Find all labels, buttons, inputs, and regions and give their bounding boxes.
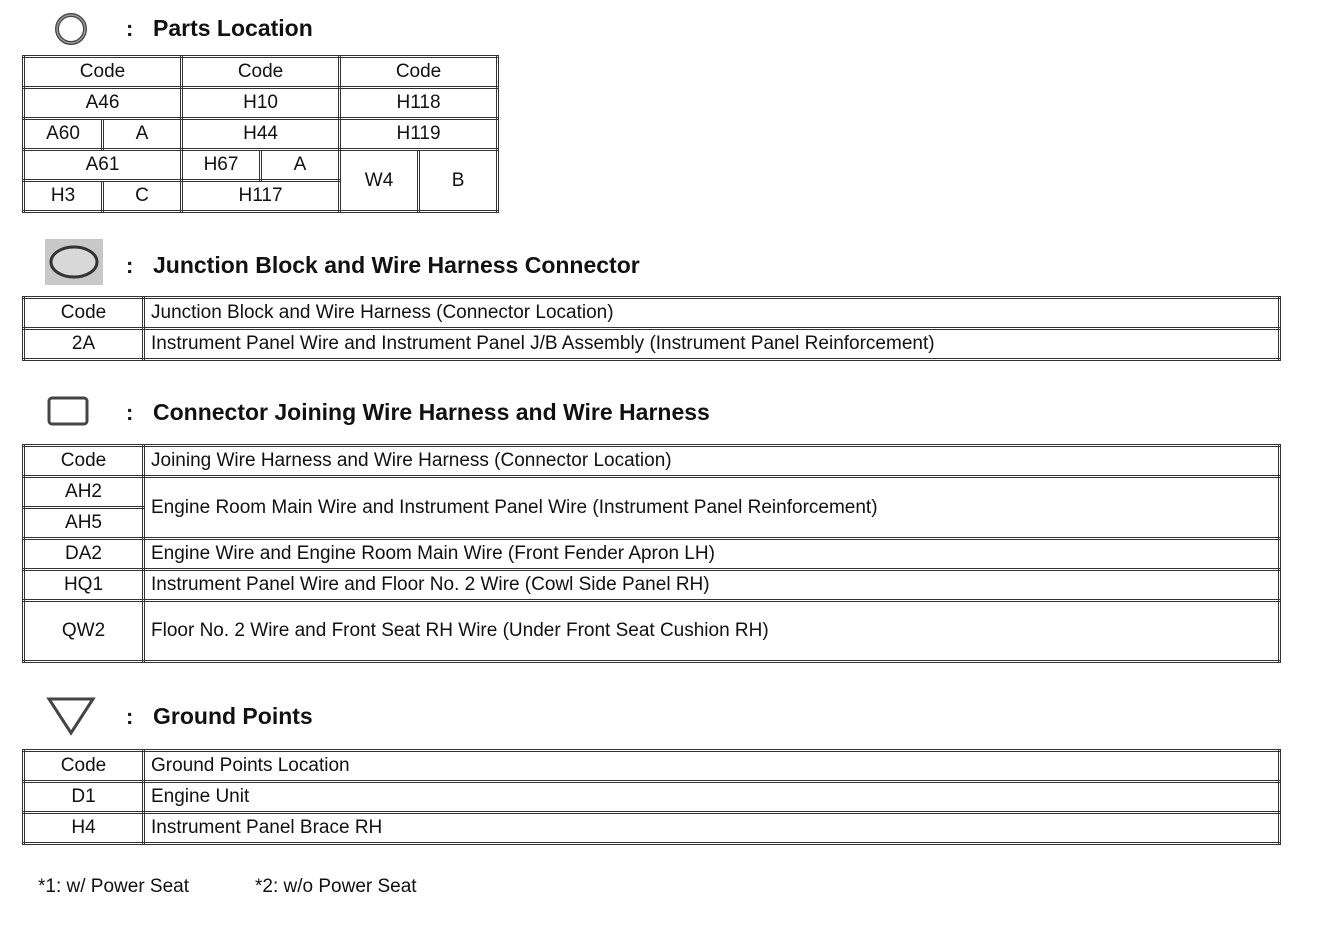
table-row <box>24 539 1280 570</box>
circle-icon <box>52 10 90 53</box>
code-cell: A46 <box>24 88 182 119</box>
code-cell: HQ1 <box>24 570 144 601</box>
code-cell: A60 <box>24 119 103 150</box>
parts-location-heading <box>0 10 900 50</box>
code-cell: H44 <box>182 119 340 150</box>
code-cell: AH5 <box>24 508 144 539</box>
desc-cell: Instrument Panel Brace RH <box>144 813 1280 844</box>
table-row <box>24 782 1280 813</box>
code-cell: H119 <box>340 119 498 150</box>
note-cell: B <box>419 150 498 212</box>
code-cell: H117 <box>182 181 340 212</box>
table-header-row <box>24 57 498 88</box>
ground-heading <box>0 696 900 736</box>
parts-location-table <box>22 55 499 213</box>
desc-cell: Floor No. 2 Wire and Front Seat RH Wire (Under Front Seat Cushion RH) <box>144 601 1280 662</box>
colon: : <box>126 400 134 425</box>
code-cell: AH2 <box>24 477 144 508</box>
table-header-row <box>24 751 1280 782</box>
header-desc-cell: Ground Points Location <box>144 751 1280 782</box>
rectangle-icon <box>47 396 89 431</box>
table-row <box>24 150 498 181</box>
header-desc-cell: Junction Block and Wire Harness (Connector Location) <box>144 298 1280 329</box>
section-title: Parts Location <box>153 15 313 41</box>
table-row <box>24 813 1280 844</box>
desc-cell: Engine Wire and Engine Room Main Wire (Front Fender Apron LH) <box>144 539 1280 570</box>
footnote-2: *2: w/o Power Seat <box>255 876 417 897</box>
desc-cell: Engine Room Main Wire and Instrument Panel Wire (Instrument Panel Reinforcement) <box>144 477 1280 539</box>
code-cell: H10 <box>182 88 340 119</box>
section-title: Junction Block and Wire Harness Connector <box>153 252 640 278</box>
header-desc-cell: Joining Wire Harness and Wire Harness (Connector Location) <box>144 446 1280 477</box>
code-cell: A61 <box>24 150 182 181</box>
joining-heading <box>0 392 900 432</box>
table-row <box>24 329 1280 360</box>
triangle-icon <box>46 696 96 741</box>
table-row <box>24 601 1280 662</box>
code-cell: QW2 <box>24 601 144 662</box>
section-title: Ground Points <box>153 703 313 729</box>
code-cell: W4 <box>340 150 419 212</box>
code-cell: 2A <box>24 329 144 360</box>
desc-cell: Instrument Panel Wire and Instrument Panel J/B Assembly (Instrument Panel Reinforcement) <box>144 329 1280 360</box>
desc-cell: Engine Unit <box>144 782 1280 813</box>
header-cell: Code <box>182 57 340 88</box>
code-cell: H3 <box>24 181 103 212</box>
junction-table <box>22 296 1281 361</box>
colon: : <box>126 704 134 729</box>
code-cell: D1 <box>24 782 144 813</box>
colon: : <box>126 253 134 278</box>
note-cell: C <box>103 181 182 212</box>
ground-table <box>22 749 1281 845</box>
header-cell: Code <box>24 57 182 88</box>
code-cell: H67 <box>182 150 261 181</box>
code-cell: H4 <box>24 813 144 844</box>
table-row <box>24 477 1280 508</box>
note-cell: A <box>103 119 182 150</box>
table-row <box>24 119 498 150</box>
desc-cell: Instrument Panel Wire and Floor No. 2 Wire (Cowl Side Panel RH) <box>144 570 1280 601</box>
oval-icon <box>45 239 103 290</box>
header-code-cell: Code <box>24 298 144 329</box>
junction-heading <box>0 243 900 283</box>
code-cell: H118 <box>340 88 498 119</box>
header-cell: Code <box>340 57 498 88</box>
section-title: Connector Joining Wire Harness and Wire Harness <box>153 399 710 425</box>
table-row <box>24 570 1280 601</box>
table-row <box>24 88 498 119</box>
header-code-cell: Code <box>24 751 144 782</box>
colon: : <box>126 16 134 41</box>
table-header-row <box>24 446 1280 477</box>
code-cell: DA2 <box>24 539 144 570</box>
header-code-cell: Code <box>24 446 144 477</box>
joining-table <box>22 444 1281 663</box>
table-header-row <box>24 298 1280 329</box>
note-cell: A <box>261 150 340 181</box>
footnote-1: *1: w/ Power Seat <box>38 876 190 897</box>
